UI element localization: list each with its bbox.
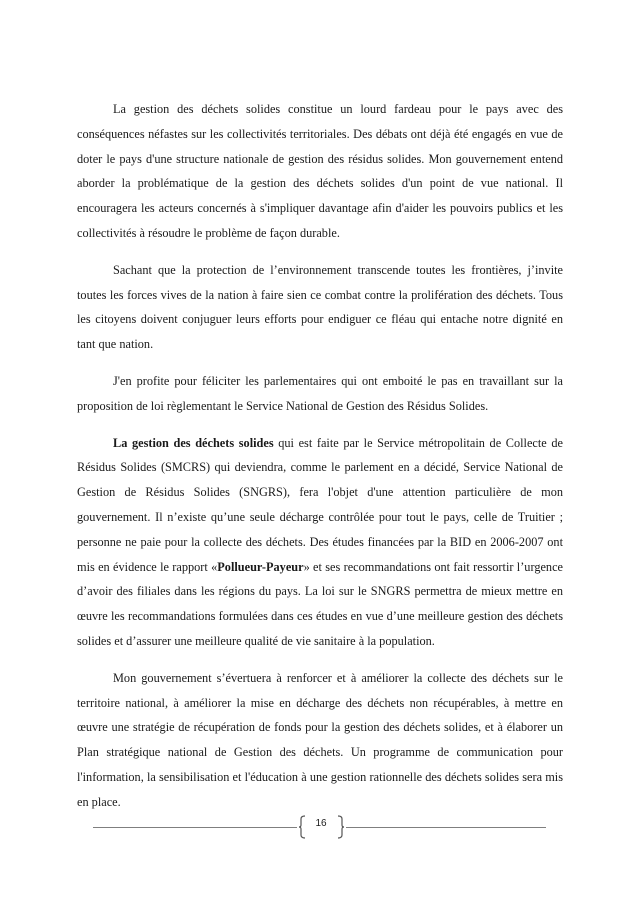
right-brace-icon — [337, 815, 345, 839]
bold-lead-phrase: La gestion des déchets solides — [113, 435, 274, 450]
left-brace-icon — [298, 815, 306, 839]
bold-report-name: Pollueur-Payeur — [217, 559, 304, 574]
paragraph-2: Sachant que la protection de l’environnement transcende toutes les frontières, j’invite toutes les forces vives de la nation à faire sien ce combat contre la prolifération des déchets. Tous les citoyens doivent conjuguer leurs efforts pour endiguer ce fléau qui entache notre dignité en tant que nation. — [77, 262, 563, 352]
paragraph-4 — [77, 431, 563, 654]
footer-rule-right — [346, 827, 546, 828]
paragraph-4-part-1: qui est faite par le Service métropolitain de Collecte de Résidus Solides (SMCRS) qui deviendra, comme le parlement en a décidé, Service National de Gestion de Résidus Solides (SNGRS), fera l'objet d'une attention particulière de mon gouvernement. Il n’existe qu’une seule décharge contrôlée pour tout le pays, celle de Truitier ; personne ne paie pour la collecte des déchets. Des études financées par la BID en 2006-2007 ont mis en évidence le rapport « — [77, 435, 563, 574]
body-text — [77, 97, 563, 827]
footer-rule-left — [93, 827, 297, 828]
paragraph-3: J'en profite pour féliciter les parlementaires qui ont emboité le pas en travaillant sur la proposition de loi règlementant le Service National de Gestion des Résidus Solides. — [77, 373, 563, 413]
page-number: 16 — [315, 818, 327, 829]
paragraph-1: La gestion des déchets solides constitue un lourd fardeau pour le pays avec des conséquences néfastes sur les collectivités territoriales. Des débats ont déjà été engagés en vue de doter le pays d'une structure nationale de gestion des résidus solides. Mon gouvernement entend aborder la problématique de la gestion des déchets solides d'un point de vue national. Il encouragera les acteurs concernés à s'impliquer davantage afin d'aider les pouvoirs publics et les collectivités à résoudre le problème de façon durable. — [77, 102, 563, 240]
paragraph-4-part-2: » et ses recommandations ont fait ressortir l’urgence d’avoir des filiales dans les régions du pays. La loi sur le SNGRS permettra de mieux mettre en œuvre les recommandations formulées dans ces études en vue d’une meilleure gestion des déchets solides et d’assurer une meilleure qualité de vie sanitaire à la population. — [77, 559, 563, 648]
paragraph-5: Mon gouvernement s’évertuera à renforcer et à améliorer la collecte des déchets sur le territoire national, à améliorer la mise en décharge des déchets non récupérables, à mettre en œuvre une stratégie de récupération de fonds pour la gestion des déchets solides, et à élaborer un Plan stratégique national de Gestion des déchets. Un programme de communication pour l'information, la sensibilisation et l'éducation à une gestion rationnelle des déchets solides sera mis en place. — [77, 670, 563, 809]
